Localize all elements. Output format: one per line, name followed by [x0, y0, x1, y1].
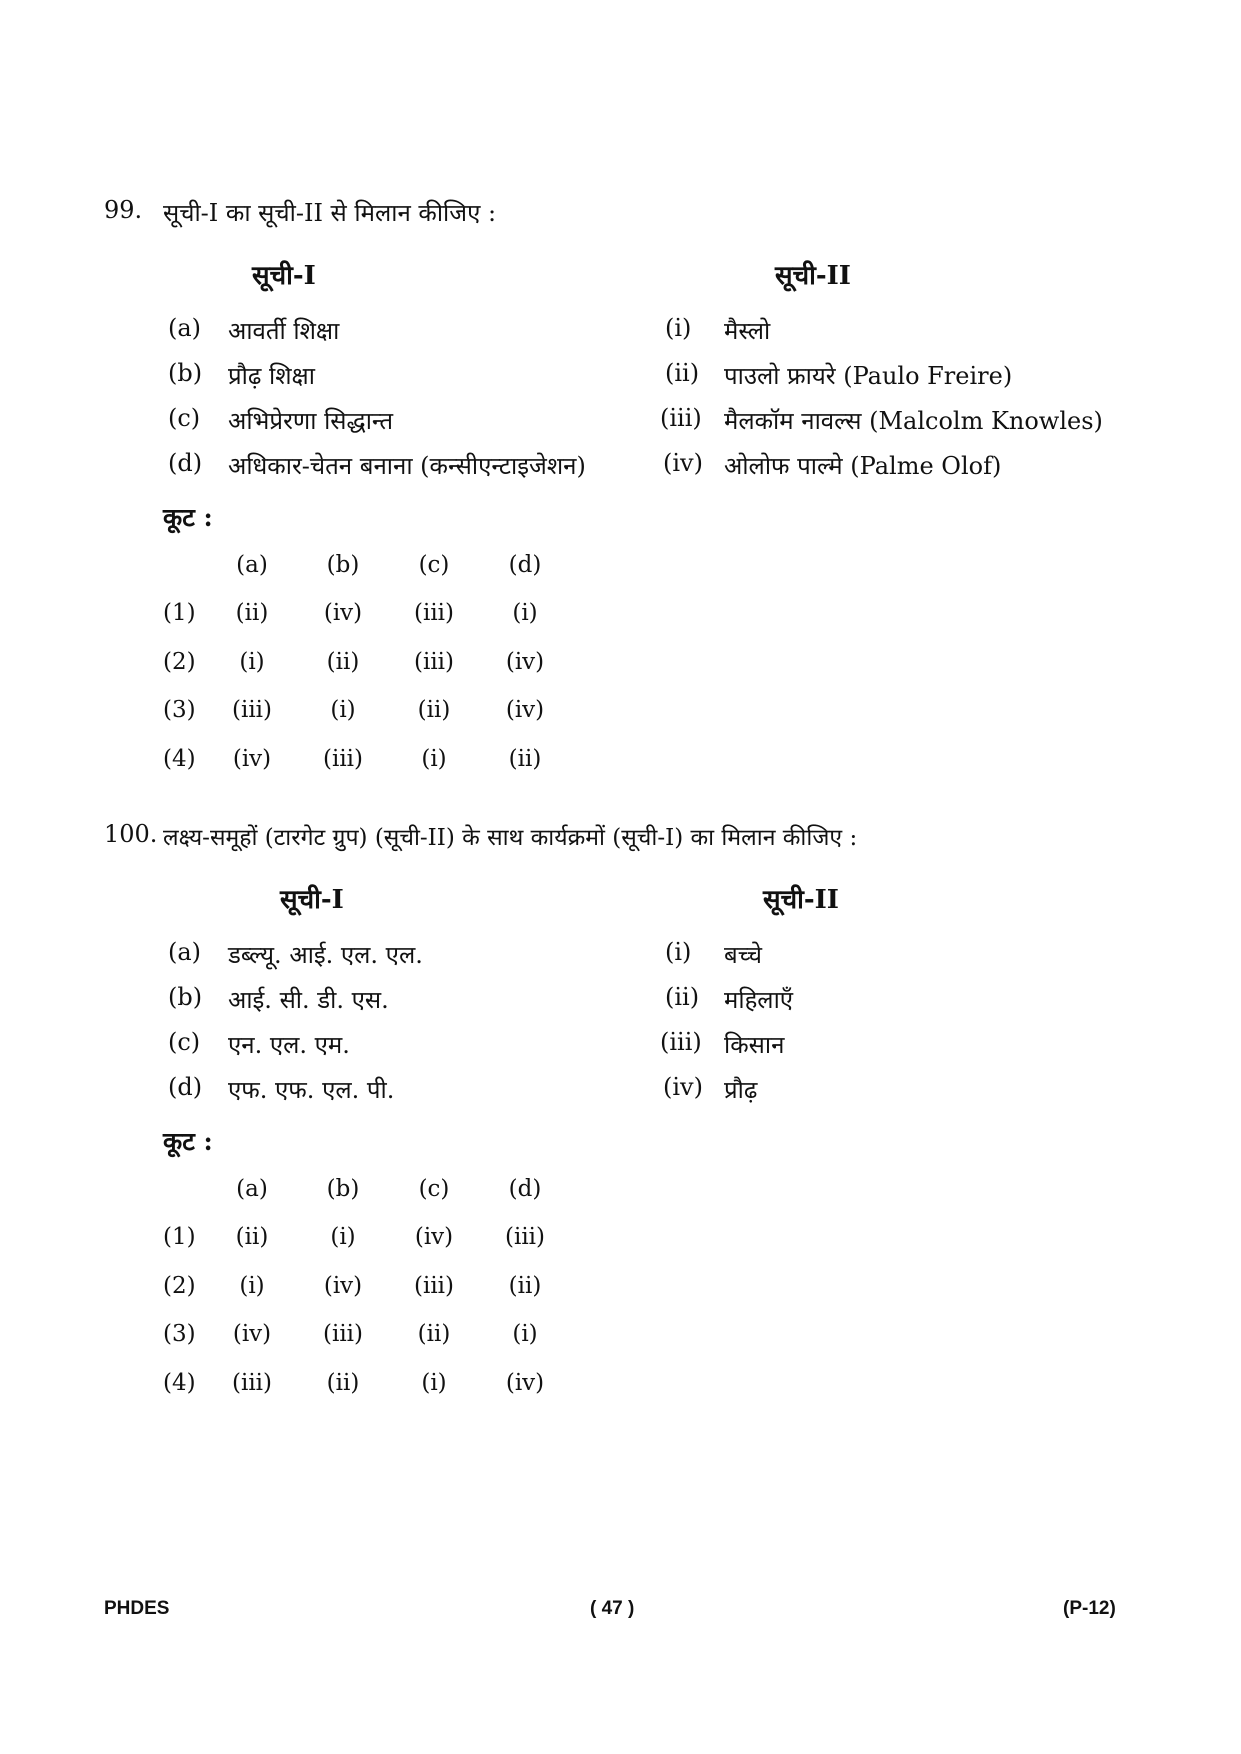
question-number: 100. [104, 820, 158, 848]
code-column-header: (d) [508, 1176, 542, 1202]
code-cell: (i) [330, 697, 356, 723]
list2-item-label: (iii) [660, 404, 702, 432]
list2-item-text: किसान [724, 1031, 785, 1059]
list2-item-label: (iv) [663, 449, 703, 477]
code-cell: (iii) [504, 1224, 545, 1250]
code-column-header: (b) [326, 1176, 360, 1202]
code-cell: (iv) [323, 1273, 363, 1299]
footer-code: PHDES [104, 1598, 170, 1619]
code-column-header: (c) [418, 1176, 450, 1202]
code-cell: (iii) [413, 649, 454, 675]
list2-item-label: (i) [665, 938, 692, 966]
code-column-header: (a) [236, 1176, 268, 1202]
list2-item-label: (ii) [665, 983, 700, 1011]
list1-item-text: आवर्ती शिक्षा [228, 317, 340, 345]
code-cell: (iii) [413, 1273, 454, 1299]
code-cell: (iv) [505, 697, 545, 723]
code-cell: (ii) [417, 697, 451, 723]
list1-item-label: (a) [168, 314, 202, 342]
list2-item-text: मैस्लो [724, 317, 771, 345]
list1-item-text: आई. सी. डी. एस. [228, 986, 389, 1014]
code-row-label: (1) [163, 600, 196, 626]
code-cell: (i) [239, 1273, 265, 1299]
list1-item-text: प्रौढ़ शिक्षा [228, 362, 315, 390]
code-row-label: (2) [163, 1273, 196, 1299]
code-cell: (i) [239, 649, 265, 675]
code-row-label: (3) [163, 697, 196, 723]
list1-item-label: (d) [168, 449, 203, 477]
code-cell: (iv) [232, 1321, 272, 1347]
list1-item-label: (b) [168, 359, 203, 387]
code-column-header: (c) [418, 552, 450, 578]
list1-heading: सूची-I [252, 261, 316, 291]
question-number: 99. [104, 196, 143, 224]
code-row-label: (1) [163, 1224, 196, 1250]
code-cell: (i) [421, 1370, 447, 1396]
code-cell: (ii) [235, 1224, 269, 1250]
code-cell: (iv) [414, 1224, 454, 1250]
code-cell: (iv) [505, 1370, 545, 1396]
code-cell: (ii) [508, 746, 542, 772]
code-cell: (iv) [505, 649, 545, 675]
code-heading: कूट : [163, 503, 213, 532]
code-heading: कूट : [163, 1127, 213, 1156]
list2-item-label: (i) [665, 314, 692, 342]
list2-item-text: महिलाएँ [724, 986, 794, 1014]
code-cell: (iii) [322, 1321, 363, 1347]
code-cell: (i) [512, 600, 538, 626]
code-row-label: (2) [163, 649, 196, 675]
code-cell: (ii) [235, 600, 269, 626]
list1-item-text: एन. एल. एम. [228, 1031, 350, 1059]
code-cell: (ii) [326, 649, 360, 675]
page-number: ( 47 ) [590, 1598, 635, 1619]
list2-item-text: पाउलो फ्रायरे (Paulo Freire) [724, 362, 1013, 390]
code-cell: (iii) [231, 697, 272, 723]
code-cell: (iii) [413, 600, 454, 626]
code-row-label: (3) [163, 1321, 196, 1347]
code-column-header: (a) [236, 552, 268, 578]
list2-item-text: प्रौढ़ [724, 1076, 758, 1104]
code-row-label: (4) [163, 1370, 196, 1396]
code-cell: (iv) [323, 600, 363, 626]
code-cell: (iii) [231, 1370, 272, 1396]
footer-series: (P-12) [1063, 1598, 1116, 1619]
code-cell: (iv) [232, 746, 272, 772]
list2-item-text: ओलोफ पाल्मे (Palme Olof) [724, 452, 1002, 480]
code-cell: (i) [421, 746, 447, 772]
code-row-label: (4) [163, 746, 196, 772]
code-cell: (iii) [322, 746, 363, 772]
list1-item-label: (d) [168, 1073, 203, 1101]
list2-heading: सूची-II [775, 261, 851, 291]
code-cell: (ii) [508, 1273, 542, 1299]
list1-item-text: डब्ल्यू. आई. एल. एल. [228, 941, 423, 969]
code-cell: (i) [512, 1321, 538, 1347]
list2-item-label: (iii) [660, 1028, 702, 1056]
list2-item-label: (iv) [663, 1073, 703, 1101]
list2-heading: सूची-II [763, 885, 839, 915]
list1-item-label: (c) [168, 1028, 201, 1056]
list2-item-label: (ii) [665, 359, 700, 387]
list1-item-label: (a) [168, 938, 202, 966]
list2-item-text: मैलकॉम नावल्स (Malcolm Knowles) [724, 407, 1103, 435]
list1-item-text: एफ. एफ. एल. पी. [228, 1076, 395, 1104]
list1-heading: सूची-I [280, 885, 344, 915]
question-prompt: सूची-I का सूची-II से मिलान कीजिए : [163, 199, 497, 227]
code-cell: (ii) [417, 1321, 451, 1347]
code-column-header: (b) [326, 552, 360, 578]
list1-item-label: (b) [168, 983, 203, 1011]
list2-item-text: बच्चे [724, 941, 762, 969]
code-cell: (i) [330, 1224, 356, 1250]
code-cell: (ii) [326, 1370, 360, 1396]
question-prompt: लक्ष्य-समूहों (टारगेट ग्रुप) (सूची-II) के साथ कार्यक्रमों (सूची-I) का मिलान कीजिए : [163, 825, 858, 851]
code-column-header: (d) [508, 552, 542, 578]
list1-item-text: अधिकार-चेतन बनाना (कन्सीएन्टाइजेशन) [228, 452, 586, 480]
list1-item-text: अभिप्रेरणा सिद्धान्त [228, 407, 393, 435]
list1-item-label: (c) [168, 404, 201, 432]
